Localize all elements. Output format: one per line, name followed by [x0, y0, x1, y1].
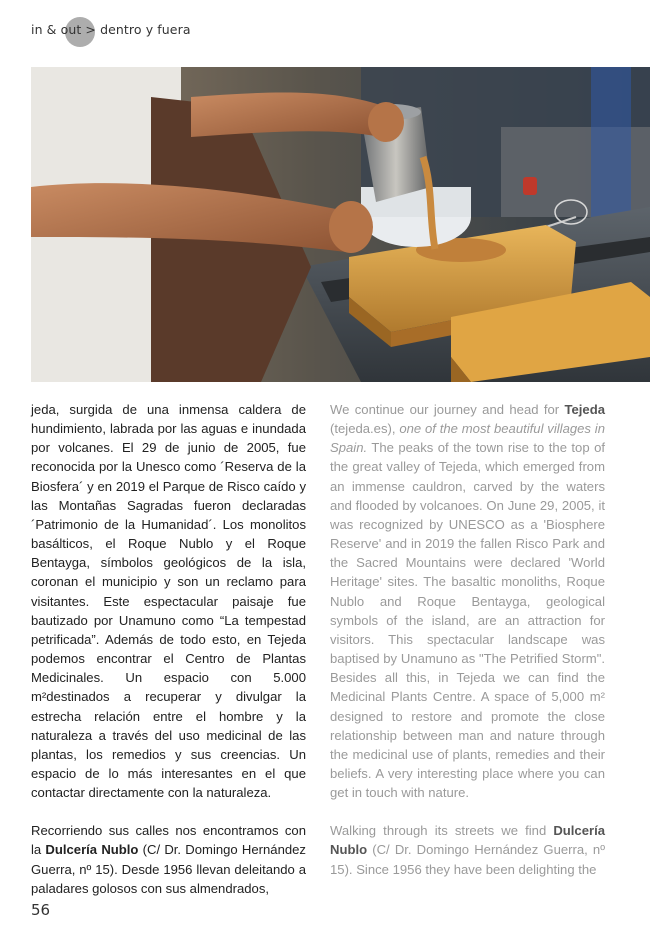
english-p1-body: The peaks of the town rise to the top of the great valley of Tejeda, which emerged from an immense cauldron, carved by the waters and flooded by volcanoes. On June 29, 2005, it was recognized by UNESCO as a 'Biosphere Reserve' and in 2019 the fallen Risco Park and the Sacred Mountains were declared 'World Heritage' sites. The basaltic monoliths, Roque Nublo and Roque Bentayga, geological symbols of the island, are an attraction for visitors. This spectacular landscape was baptised by Unamuno as "The Petrified Storm". Besides all this, in Tejeda we can find the Medicinal Plants Centre. A space of 5,000 m² designed to restore and promote the close relationship between man and nature through the medicinal use of plants, remedies and their beliefs. A very interesting place where you can get in touch with nature.: [330, 440, 605, 801]
english-paragraph-1: [330, 400, 605, 802]
english-paragraph-2: [330, 821, 605, 878]
english-p2-rest: (C/ Dr. Domingo Hernández Guerra, nº 15). Since 1956 they have been delighting the: [330, 842, 605, 877]
english-shop-name: Dulcería Nublo: [330, 823, 605, 858]
spanish-p2-rest: (C/ Dr. Domingo Hernández Guerra, nº 15). Desde 1956 llevan deleitando a paladares golosos con sus almendrados,: [31, 842, 306, 896]
spanish-paragraph-1: jeda, surgida de una inmensa caldera de hundimiento, labrada por las aguas e inundada por volcanes. El 29 de junio de 2005, fue reconocida por la Unesco como ´Reserva de la Biosfera´ y en 2019 el Parque de Risco caído y las Montañas Sagradas fueron declaradas ´Patrimonio de la Humanidad´. Los monolitos basálticos, el Roque Nublo y el Roque Bentayga, símbolos geológicos de la isla, coronan el municipio y son un reclamo para visitantes. Este espectacular paisaje fue bautizado por Unamuno como “La tempestad petrificada”. Además de todo esto, en Tejeda podemos encontrar el Centro de Plantas Medicinales. Un espacio con 5.000 m²destinados a recuperar y divulgar la estrecha relación entre el hombre y la naturaleza a través del uso medicinal de las plantas, los remedios y sus creencias. Un espacio de lo más interesantes en el que contactar directamente con la naturaleza.: [31, 402, 306, 801]
english-p1-highlight: one of the most beautiful villages in Spain.: [330, 421, 605, 456]
spanish-shop-name: Dulcería Nublo: [45, 842, 139, 858]
english-p2-intro: Walking through its streets we find: [330, 823, 554, 839]
spanish-p2-intro: Recorriendo sus calles nos encontramos con la: [31, 823, 306, 858]
section-title: in & out > dentro y fuera: [31, 22, 191, 37]
english-p1-intro: We continue our journey and head for: [330, 402, 565, 417]
spanish-text-column: [31, 400, 306, 917]
spanish-paragraph-2: [31, 821, 306, 898]
pastry-photo-illustration: [31, 67, 650, 382]
english-text-column: [330, 400, 605, 898]
section-header: [31, 22, 191, 37]
english-p1-website: (tejeda.es),: [330, 421, 400, 437]
page-number: 56: [31, 901, 51, 919]
english-town-name: Tejeda: [564, 402, 605, 417]
article-photo: [31, 67, 650, 382]
